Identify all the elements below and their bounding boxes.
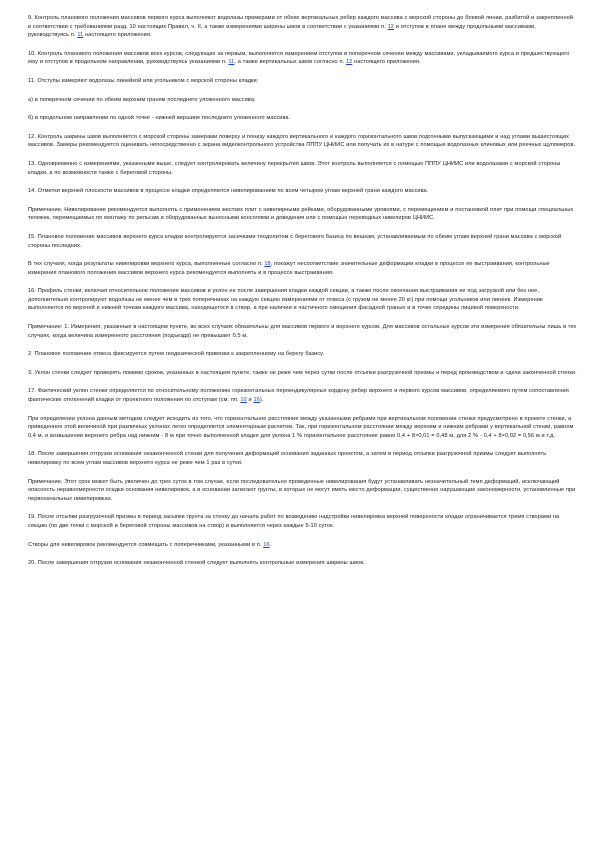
paragraph-11a: а) в поперечном сечении по обеим верхним граням последнего уложенного массива; [28, 96, 256, 103]
paragraph-12: 12. Контроль ширины швов выполняется с морской стороны замерами поверху и понизу каждого вертикального и каждого горизонтального швов подгонными выпускающими и над углами вышестоящих массивов. Замеры рекомендуется оценивать непосредственно с экрана видеоконтрольного устройства ПППУ ЦНИИС или получать их в натуре с помощью водолазных клиновых или реечных щупомеров. [28, 133, 576, 149]
reference-link[interactable]: 12 [345, 59, 353, 66]
reference-link[interactable]: 18 [264, 261, 271, 268]
note-16-3: 3. Уклон стенки следует проверять помимо сроков, указанных в настоящем пункте, также не реже чем через сутки после отсыпки разгрузочной призмы и перед производством и сдачи законченной стенки. [28, 369, 577, 376]
paragraph-15-cont: В тех случаях, когда результаты нивелировки верхнего курса, выполненные согласно п. 18, покажут несоответствие значительные деформации кладки в процессе ее выстраивания, контрольные измерения планового положения массивов верхнего курса рекомендуется выполнять и в процессе выстраивания. [28, 261, 550, 276]
reference-link[interactable]: 11 [228, 59, 235, 66]
paragraph-17: 17. Фактический уклон стенки определяется по относительному положению горизонтальных перпендикулярных кордону ребер верхнего и первого курсов массивов, определяемого путем сопоставления фактических отклонений кладки от проектного положения по отступам (см. пп. 10 и 16). [28, 388, 569, 404]
note-16-2: 2. Плановое положение отвеса фиксируется путем геодезической привязки к закрепленному на берегу базису. [28, 351, 325, 358]
paragraph-16: 16. Профиль стенки, включая относительное положение массивов и уклон ее после завершения кладки каждой секции, а также после окончания выстраивания ее под загрузкой или без нее, дополнительно контролируют водолазы не менее чем в трех поперечниках на каждую секцию измерениями от отвеса (с грузом не менее 20 кг) при помощи угольников или линеек. Измерение выполняются по верхней и нижней точкам каждого массива, находящегося в створ, а при наличии и частичного смещения фасадной гранью и в точке середины лицевой поверхности. [28, 288, 544, 312]
reference-link[interactable]: 12 [387, 23, 394, 30]
paragraph-13: 13. Одновременно с измерениями, указанными выше, следует контролировать величину перекрытия швов. Этот контроль выполняется с помощью ПППУ ЦНИИС или водолазами с морской стороны кладки, а по возможности также с береговой стороны. [28, 160, 561, 176]
note-18: Примечание. Этот срок может быть увеличен до трех суток в том случае, если последовательно проведенные нивелирования будут устанавливать незначительный темп деформаций, исключающий опасность неравномерности осадки основания нивелировок, а в основании залегают грунты, в которых не могут иметь место деформации, существенно нарушающие закономерности, установленные при первоначальных нивелировках. [28, 478, 576, 502]
paragraph-17-cont: При определении уклона данным методом следует исходить из того, что горизонтальное расстояние между указанными ребрами при вертикальном положении стенки предусмотрено в проекте стенки, а приведенное этой величиной при различных уклонах легко определяется элементарным расчетом. Так, при горизонтальном расстоянии между верхним и нижним ребрами у вертикальной стенки, равном 0,4 м, и возвышении верхнего ребра над нижним - 8 м при точно выполненной кладке для уклона 1 % горизонтальное расстояние равно 0,4 + 8×0,01 = 0,48 м, для 2 % - 0,4 + 8×0,02 = 0,56 м и т.д. [28, 415, 574, 439]
paragraph-18: 18. После завершения отгрузки основания незаконченной стенки для получения деформаций основания заданных проектом, а затем в период отсыпки разгрузочной призмы следует выполнять нивелировку по всем углам массивов верхнего курса не реже чем 1 раз в сутки. [28, 451, 547, 466]
paragraph-9: 9. Контроль планового положения массивов первого курса выполняют водолазы промерами от обеих вертикальных ребер каждого массива с морской стороны до боевой линии, разбитой и закрепленной в соответствии с требованиями разд. 10 настоящих Правил, ч. II, а также измерениями ширины швов в соответствии с указаниями п. 12 и отступов в плане между продольными массивами, руководствуясь п. 11 настоящего приложения. [28, 15, 573, 39]
paragraph-20: 20. После завершения отгрузки основания незаконченной стенкой следует выполнять контрольные измерения ширины швов. [28, 560, 365, 567]
paragraph-11: 11. Отступы измеряют водолазы линейкой или угольником с морской стороны кладки: [28, 77, 259, 84]
note-14: Примечание. Нивелирование рекомендуется выполнять с применением жестких плит с нивелирными рейками, оборудованными уровнями, с перемещением и постановкой плит при помощи специальных тележек, перемещаемых по монтажу по рельсам и оборудованных выносными консолями и доведения или с помощью переводных нивелиров ЦНИИС. [28, 206, 574, 222]
paragraph-19-cont: Створы для нивелировок рекомендуется совмещать с поперечниками, указанными в п. 16. [28, 541, 272, 548]
paragraph-19: 19. После отсыпки разгрузочной призмы в период засыпки грунта за стенку до начала работ по возведению надстройки нивелировка верхней поверхности кладки ограничивается тремя створами на секцию (по две точки с морской и береговой стороны массивов на створ) и выполняется через каждые 5-10 суток. [28, 514, 560, 529]
paragraph-15: 15. Плановое положение массивов верхнего курса кладки контролируется засечками теодолитом с берегового базиса по вешкам, устанавливаемым по обеим углам верхней грани массива с морской стороны последних. [28, 233, 562, 249]
reference-link[interactable]: 11 [77, 32, 84, 39]
paragraph-11b: б) в продольном направлении по одной точке - нижней вершине последнего уложенного массива. [28, 115, 291, 122]
reference-link[interactable]: 16 [263, 541, 270, 548]
paragraph-14: 14. Отметки верхней плоскости массивов в процессе кладки определяются нивелированием по всем четырем углам верхней грани каждого массива. [28, 188, 429, 195]
note-16-1: Примечание: 1. Измерения, указанные в настоящем пункте, во всех случаях обязательны для массивов первого и верхнего курсов. Для массивов остальных курсов эти измерения обязательны лишь в тех случаях, когда величина измеренного расстояния (подъезда) не превышает 0,5 м. [28, 324, 577, 339]
reference-link[interactable]: 16 [253, 397, 260, 404]
paragraph-10: 10. Контроль планового положения массивов всех курсов, следующих за первым, выполняется измерением отступов в поперечном сечении между массивами, укладываемого курса и предшествующего ему и отступов в продольном направлении, руководствуясь указаниями п. 11, а также вертикальных швов согласно п. 12 настоящего приложения. [28, 50, 570, 66]
reference-link[interactable]: 10 [240, 397, 247, 404]
